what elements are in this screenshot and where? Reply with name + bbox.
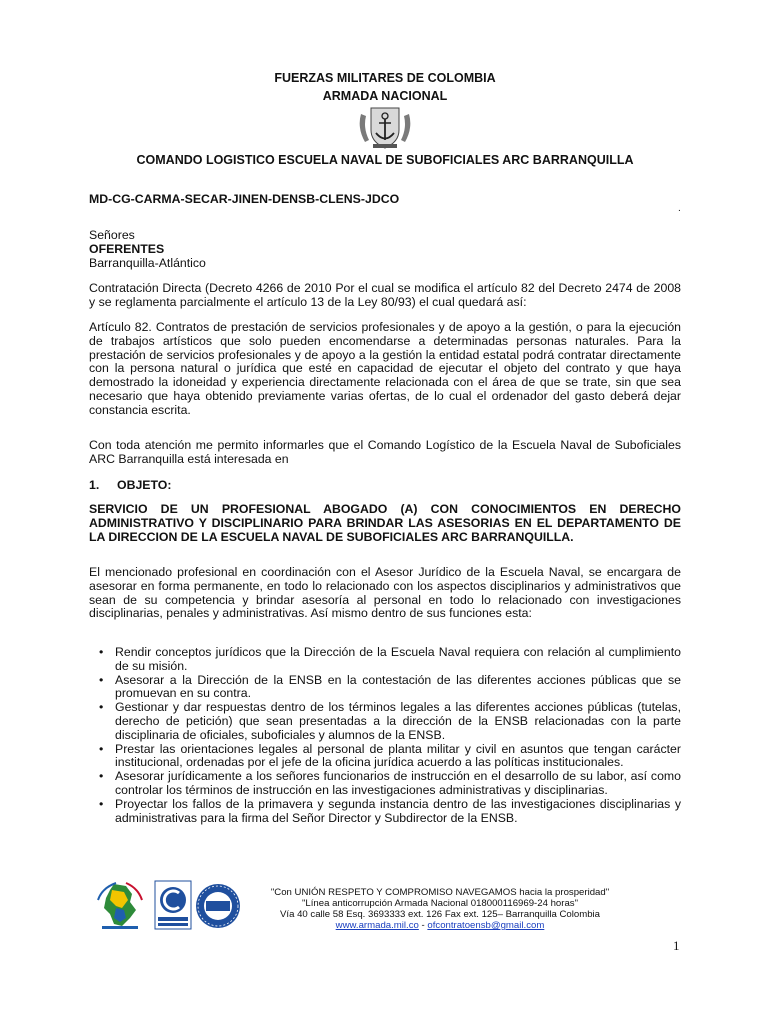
section-title: OBJETO: <box>117 478 172 492</box>
bullet-icon: • <box>99 769 104 784</box>
list-item <box>89 701 681 742</box>
addressee-city: Barranquilla-Atlántico <box>89 256 206 270</box>
iqnet-certificate-icon <box>194 882 242 930</box>
page-number: 1 <box>673 938 680 953</box>
header-line-2: ARMADA NACIONAL <box>322 89 448 103</box>
navy-emblem-icon <box>355 104 415 150</box>
list-item-text: Asesorar a la Dirección de la ENSB en la contestación de las diferentes acciones públicas que se promuevan en su contra. <box>115 672 681 701</box>
list-item <box>89 646 681 674</box>
list-item <box>89 798 681 826</box>
stray-mark: . <box>678 203 681 214</box>
section-number: 1. <box>89 478 100 492</box>
list-item <box>89 674 681 702</box>
contratacion-paragraph: Contratación Directa (Decreto 4266 de 2010 Por el cual se modifica el artículo 82 del Decreto 2474 de 2008 y se reglamenta parcialmente el artículo 13 de la Ley 80/93) el cual quedará así: <box>89 281 681 309</box>
footer-address: Vía 40 calle 58 Esq. 3693333 ext. 126 Fax ext. 125– Barranquilla Colombia <box>280 909 600 920</box>
reference-code: MD-CG-CARMA-SECAR-JINEN-DENSB-CLENS-JDCO <box>89 192 400 206</box>
website-link[interactable]: www.armada.mil.co <box>335 920 419 931</box>
articulo-paragraph: Artículo 82. Contratos de prestación de servicios profesionales y de apoyo a la gestión, o para la ejecución de trabajos artísticos que solo pueden encomendarse a determinadas personas naturales. Para la prestación de servicios profesionales y de apoyo a la gestión la entidad estatal podrá contratar directamente con la persona natural o jurídica que esté en capacidad de ejecutar el objeto del contrato y que haya demostrado la idoneidad y experiencia directamente relacionada con el área de que se trate, sin que sea necesario que haya obtenido previamente varias ofertas, de lo cual el ordenador del gasto deberá dejar constancia escrita. <box>89 320 681 417</box>
header-line-1: FUERZAS MILITARES DE COLOMBIA <box>274 71 496 85</box>
addressee-name: OFERENTES <box>89 242 165 256</box>
intro-paragraph: Con toda atención me permito informarles que el Comando Logístico de la Escuela Naval de Suboficiales ARC Barranquilla está interesada en <box>89 438 681 466</box>
certification-seal-icon <box>154 880 192 930</box>
bullet-icon: • <box>99 700 104 715</box>
list-item-text: Proyectar los fallos de la primavera y segunda instancia dentro de las investigaciones disciplinarias y administrativas para la firma del Señor Director y Subdirector de la ENSB. <box>115 796 681 825</box>
salutation: Señores <box>89 228 135 242</box>
objeto-paragraph: SERVICIO DE UN PROFESIONAL ABOGADO (A) CON CONOCIMIENTOS EN DERECHO ADMINISTRATIVO Y DISCIPLINARIO PARA BRINDAR LAS ASESORIAS EN EL DEPARTAMENTO DE LA DIRECCION DE LA ESCUELA NAVAL DE SUBOFICIALES ARC BARRANQUILLA. <box>89 502 681 544</box>
funciones-list <box>89 646 681 825</box>
list-item-text: Gestionar y dar respuestas dentro de los términos legales a las diferentes acciones públicas (tutelas, derecho de petición) que sean presentadas a la dirección de la ENSB relacionadas con la parte disciplinaria de oficiales, suboficiales y alumnos de la ENSB. <box>115 700 681 742</box>
email-link[interactable]: ofcontratoensb@gmail.com <box>427 920 545 931</box>
list-item <box>89 743 681 771</box>
list-item-text: Asesorar jurídicamente a los señores funcionarios de instrucción en el desarrollo de su labor, así como controlar los términos de instrucción en las investigaciones administrativas y disciplinarias. <box>115 769 681 797</box>
list-item-text: Rendir conceptos jurídicos que la Dirección de la Escuela Naval requiera con relación al cumplimiento de su misión. <box>115 645 681 673</box>
bullet-icon: • <box>99 672 104 687</box>
list-item <box>89 770 681 798</box>
section-heading <box>89 479 681 493</box>
bullet-icon: • <box>99 741 104 756</box>
colombia-map-logo-icon <box>92 880 148 932</box>
footer-motto: "Con UNIÓN RESPETO Y COMPROMISO NAVEGAMOS hacia la prosperidad" <box>270 887 610 898</box>
footer-links <box>255 920 625 931</box>
footer-hotline: "Línea anticorrupción Armada Nacional 018000116969-24 horas" <box>302 898 578 909</box>
link-separator: - <box>421 920 425 931</box>
list-item-text: Prestar las orientaciones legales al personal de planta militar y civil en asuntos que tengan carácter institucional, ordenadas por el jefe de la oficina jurídica acuerdo a las políticas institucionales. <box>115 741 681 770</box>
school-name: COMANDO LOGISTICO ESCUELA NAVAL DE SUBOFICIALES ARC BARRANQUILLA <box>136 153 634 167</box>
bullet-icon: • <box>99 796 104 811</box>
bullet-icon: • <box>99 645 104 659</box>
descripcion-paragraph: El mencionado profesional en coordinación con el Asesor Jurídico de la Escuela Naval, se encargara de asesorar en forma permanente, en todo lo relacionado con los aspectos disciplinarios y administrativos que sean de su competencia y brindar asesoría al personal en todo lo relacionado con investigaciones disciplinarias, penales y administrativas. Así mismo dentro de sus funciones esta: <box>89 565 681 621</box>
